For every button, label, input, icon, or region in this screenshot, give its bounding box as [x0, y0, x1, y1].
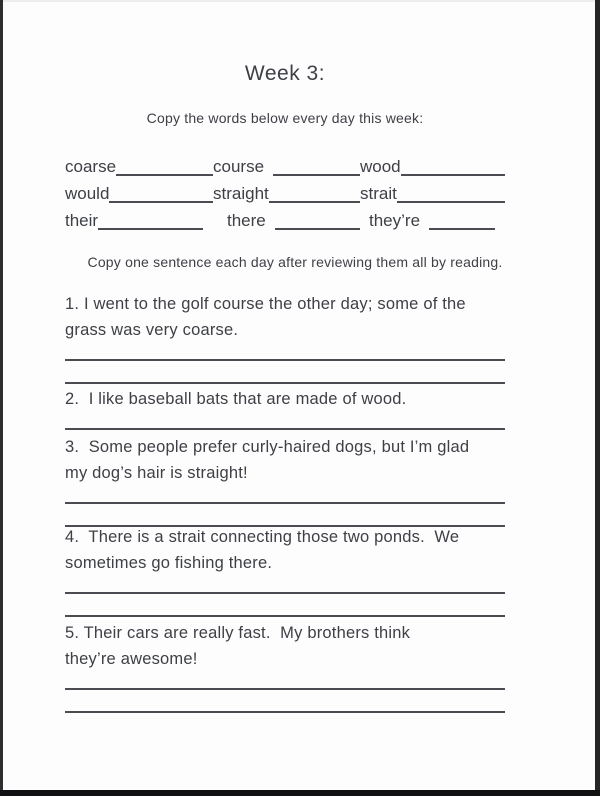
- answer-line: [65, 592, 505, 594]
- word-row: [65, 152, 505, 179]
- word-copy-grid: [65, 152, 505, 233]
- answer-line: [65, 382, 505, 384]
- word-blank: [98, 228, 203, 230]
- answer-line: [65, 359, 505, 361]
- scan-edge-right: [595, 0, 600, 796]
- sentence-line: 4. There is a strait connecting those two ponds. We: [65, 528, 460, 546]
- word-item: [213, 152, 360, 179]
- word-blank: [109, 201, 213, 203]
- sentence-line: they’re awesome!: [65, 650, 198, 668]
- word-blank: [269, 201, 360, 203]
- sentences-instruction: Copy one sentence each day after reviewing them all by reading.: [87, 254, 503, 270]
- answer-line: [65, 428, 505, 430]
- word-item: [360, 206, 505, 233]
- sentence-line: sometimes go fishing there.: [65, 554, 273, 572]
- word-row: [65, 179, 505, 206]
- word-item: [65, 206, 213, 233]
- scan-edge-bottom: [0, 790, 600, 796]
- sentence-4: [65, 524, 505, 617]
- word-blank: [429, 228, 495, 230]
- sentence-line: 5. Their cars are really fast. My brothers think: [65, 624, 411, 642]
- scan-edge-left: [0, 0, 3, 796]
- sentence-line: 1. I went to the golf course the other day; some of the: [65, 295, 466, 313]
- answer-line: [65, 688, 505, 690]
- word-label: coarse: [65, 157, 117, 176]
- sentence-line: 2. I like baseball bats that are made of wood.: [65, 390, 407, 408]
- word-item: [360, 179, 505, 206]
- word-blank: [275, 228, 360, 230]
- word-blank: [397, 201, 505, 203]
- words-instruction: Copy the words below every day this week:: [146, 110, 424, 126]
- word-row: [65, 206, 505, 233]
- scan-edge-top: [0, 0, 600, 2]
- word-label: straight: [213, 184, 269, 203]
- sentence-3: [65, 434, 505, 527]
- sentence-1: [65, 291, 505, 384]
- sentence-2: [65, 386, 505, 430]
- word-blank: [116, 174, 213, 176]
- sentence-line: my dog’s hair is straight!: [65, 464, 248, 482]
- sentence-5: [65, 620, 505, 713]
- sentence-line: 3. Some people prefer curly-haired dogs, but I’m glad: [65, 438, 470, 456]
- word-label: there: [227, 211, 266, 230]
- word-label: course: [213, 157, 265, 176]
- answer-line: [65, 711, 505, 713]
- word-blank: [401, 174, 505, 176]
- word-label: wood: [360, 157, 401, 176]
- word-item: [65, 152, 213, 179]
- word-label: strait: [360, 184, 397, 203]
- answer-line: [65, 502, 505, 504]
- word-item: [65, 179, 213, 206]
- page-title: Week 3:: [244, 62, 326, 85]
- answer-line: [65, 615, 505, 617]
- word-label: they’re: [369, 211, 421, 230]
- word-item: [213, 179, 360, 206]
- word-blank: [273, 174, 360, 176]
- sentence-line: grass was very coarse.: [65, 321, 239, 339]
- word-label: would: [65, 184, 110, 203]
- word-item: [213, 206, 360, 233]
- word-label: their: [65, 211, 99, 230]
- word-item: [360, 152, 505, 179]
